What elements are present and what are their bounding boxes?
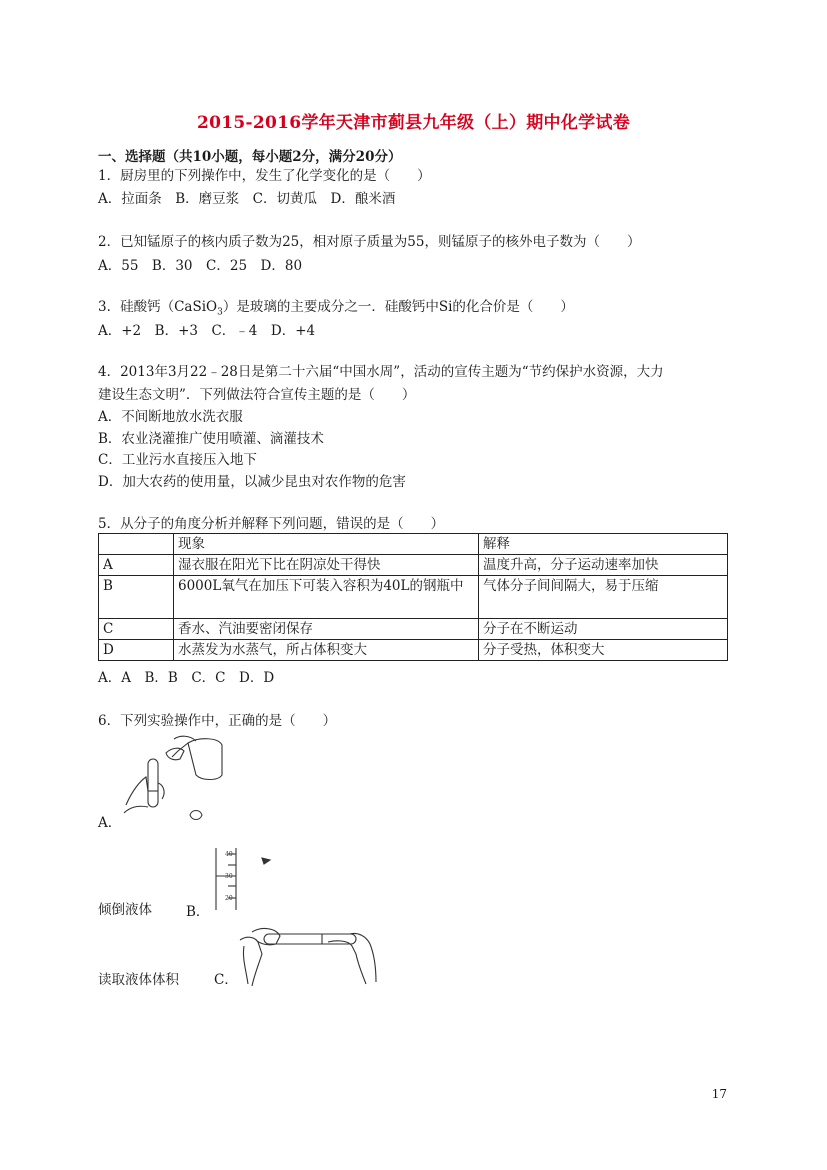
table-cell: 水蒸发为水蒸气，所占体积变大 bbox=[174, 640, 479, 661]
table-cell: B bbox=[99, 576, 174, 619]
table-cell: 温度升高，分子运动速率加快 bbox=[479, 555, 728, 576]
question-6-label-b: B． bbox=[186, 904, 210, 920]
question-4-stem-line1: 4．2013年3月22﹣28日是第二十六届“中国水周”，活动的宣传主题为“节约保护水资源，大力 bbox=[98, 364, 664, 380]
test-tube-hands-illustration bbox=[232, 924, 382, 988]
graduated-cylinder-illustration bbox=[212, 846, 282, 912]
table-row bbox=[99, 619, 728, 640]
question-6-stem: 6．下列实验操作中，正确的是（ ） bbox=[98, 713, 337, 729]
table-cell: C bbox=[99, 619, 174, 640]
page-title: 2015-2016学年天津市蓟县九年级（上）期中化学试卷 bbox=[196, 113, 631, 133]
table-cell: 6000L氧气在加压下可装入容积为40L的钢瓶中 bbox=[174, 576, 479, 619]
question-4-option-c: C．工业污水直接压入地下 bbox=[98, 452, 257, 468]
table-cell: 分子受热，体积变大 bbox=[479, 640, 728, 661]
table-header-cell bbox=[99, 534, 174, 555]
question-4-stem-line2: 建设生态文明”．下列做法符合宣传主题的是（ ） bbox=[98, 387, 416, 403]
cylinder-tick-label: 30 bbox=[225, 873, 233, 880]
table-row bbox=[99, 555, 728, 576]
question-6-label-a: A． bbox=[98, 815, 122, 831]
question-6-label-c: C． bbox=[214, 972, 238, 988]
section-heading: 一、选择题（共10小题，每小题2分，满分20分） bbox=[98, 149, 402, 165]
cylinder-tick-label: 40 bbox=[225, 851, 233, 858]
question-1-stem: 1．厨房里的下列操作中，发生了化学变化的是（ ） bbox=[98, 168, 431, 184]
question-5-options: A．A B．B C．C D．D bbox=[98, 670, 275, 686]
question-3-stem-post: ）是玻璃的主要成分之一．硅酸钙中Si的化合价是（ ） bbox=[222, 299, 574, 315]
question-2-options: A．55 B．30 C．25 D．80 bbox=[98, 258, 303, 274]
table-header-cell: 现象 bbox=[174, 534, 479, 555]
question-4-option-d: D．加大农药的使用量，以减少昆虫对农作物的危害 bbox=[98, 474, 406, 490]
page-number: 17 bbox=[711, 1087, 727, 1101]
question-1-options: A．拉面条 B．磨豆浆 C．切黄瓜 D．酿米酒 bbox=[98, 191, 396, 207]
table-cell: A bbox=[99, 555, 174, 576]
table-cell: 气体分子间间隔大，易于压缩 bbox=[479, 576, 728, 619]
question-3-stem bbox=[98, 295, 574, 318]
question-4-option-b: B．农业浇灌推广使用喷灌、滴灌技术 bbox=[98, 431, 324, 447]
question-2-stem: 2．已知锰原子的核内质子数为25，相对原子质量为55，则锰原子的核外电子数为（ ） bbox=[98, 234, 641, 250]
question-5-table bbox=[98, 533, 728, 661]
question-6-caption-a: 倾倒液体 bbox=[98, 902, 152, 918]
table-header-row bbox=[99, 534, 728, 555]
table-row bbox=[99, 576, 728, 619]
table-row bbox=[99, 640, 728, 661]
question-3-options: A．+2 B．+3 C．﹣4 D．+4 bbox=[98, 323, 316, 339]
table-cell: 湿衣服在阳光下比在阴凉处干得快 bbox=[174, 555, 479, 576]
table-cell: D bbox=[99, 640, 174, 661]
table-header-cell: 解释 bbox=[479, 534, 728, 555]
pouring-liquid-illustration bbox=[118, 735, 228, 825]
question-5-stem: 5．从分子的角度分析并解释下列问题，错误的是（ ） bbox=[98, 516, 445, 532]
table-cell: 分子在不断运动 bbox=[479, 619, 728, 640]
question-3-stem-pre: 3．硅酸钙（CaSiO bbox=[98, 299, 218, 315]
question-4-option-a: A．不间断地放水洗衣服 bbox=[98, 409, 243, 425]
question-3-stem-subscript: 3 bbox=[217, 307, 223, 318]
cylinder-tick-label: 20 bbox=[225, 895, 233, 902]
question-6-caption-b: 读取液体体积 bbox=[98, 972, 179, 988]
table-cell: 香水、汽油要密闭保存 bbox=[174, 619, 479, 640]
